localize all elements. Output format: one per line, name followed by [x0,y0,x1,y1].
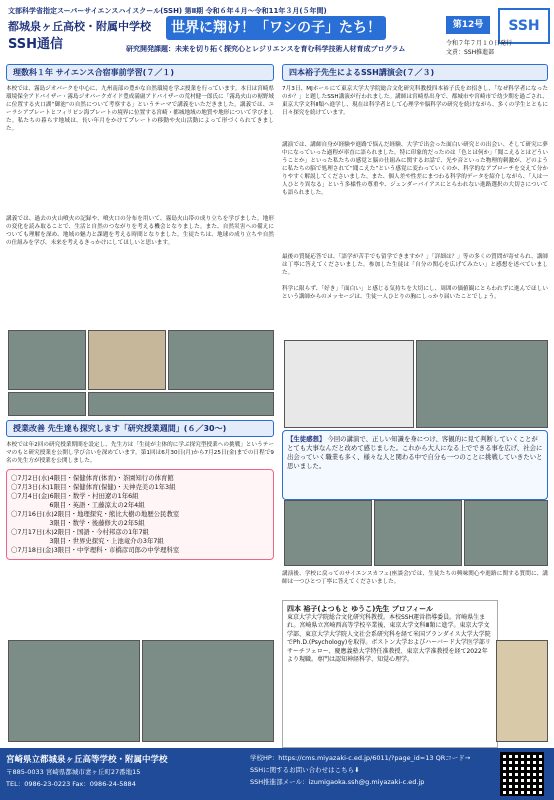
left-column [6,64,274,279]
ssh-logo: SSH [498,8,550,44]
schedule-item: 〇7月18日(金)3限目・中学理科・市橋彦司郎の中学理科室 [11,546,180,554]
slide-photo [284,340,414,428]
students-photo [8,392,86,416]
lecture-photo-2 [168,330,274,390]
footer-hp-link[interactable]: 学校HP：https://cms.miyazaki-c.ed.jp/6011/?page_id=13 QRコード→ [250,754,471,762]
issue-date: 令和７年７月１０日発行 [446,40,513,47]
footer-school: 宮崎県立都城泉ヶ丘高等学校・附属中学校 [6,755,168,765]
lesson-body: 本校では年2回の研究授業期間を設定し、先生方は「生徒が主体的に学ぶ探究型授業への挑戦」というテーマのもと研究授業を公開し学び合いを深めています。第1回は6月30日(月)から7月25日(金)までの日程で9名の先生方が授業を公開しました。 [6,442,274,464]
profile-box [282,600,498,748]
lecture-body-4: 科学に限らず、「好き」「面白い」と感じる気持ちを大切にし、周囲の価値観にとらわれずに進んでほしいという講師からのメッセージは、生徒一人ひとりの胸にしっかり届いたことでしょう。 [282,286,548,300]
author-credit: 文責：SSH推進部 [446,49,495,56]
after-lecture-text: 講演後、学校に戻ってのサイエンスカフェ(座談会)では、生徒たちの興味関心や進路に関する質問に、講師は一つひとつ丁寧に答えてくださいました。 [282,571,548,585]
profile-portrait [496,640,548,742]
schedule-item: 〇7月16日(水)2限目・地理探究・熊比大樹の地歴公民教室 [11,510,180,518]
qr-code-icon[interactable] [500,752,544,796]
camp-body-2: 講義では、過去の火山噴火の記録や、噴火口の分布を用いて、霧島火山帯の成り立ちを学びました。地形の変化を読み取ることで、生活と自然のつながりを考える機会となりました。また、自然災害への備えについても理解を深め、地域の魅力と課題を考える時間となりました。生徒たちは、地球の成り立ちや自然の仕組みを学び、未来を考えるきっかけにしてほしいと思います。 [6,216,274,246]
footer-email-link[interactable]: SSH推進部メール：izumigaoka.ssh@g.miyazaki-c.ed.jp [250,778,425,786]
lecture-body-3: 最後の質疑応答では、「語学が苦手でも留学できますか？」「詳細は？」等の多くの質問が寄せられ、講師は丁寧に答えてくださいました。参加した生徒は「自分の関心を広げてみたい」と感想を述べていました。 [282,254,548,276]
issue-number: 第12号 [446,16,490,34]
classroom-photo [88,392,274,416]
profile-title: 四本 裕子(よつもと ゆうこ)先生 プロフィール [287,605,434,613]
cafe-photo-2 [374,500,462,566]
header [6,6,548,58]
school-name: 都城泉ヶ丘高校・附属中学校 [8,20,151,33]
footer-tel: TEL：0986-23-0223 Fax：0986-24-5884 [6,780,136,788]
section-title-camp: 理数科１年 サイエンス合宿事前学習(７／１) [6,64,274,81]
classroom-photo-2 [8,640,140,742]
schedule-item: 3限目・世界史探究・上池竜介の3年7組 [11,537,164,545]
lecture-body: 7月3日、MJホールにて東京大学大学院総合文化研究科教授四本裕子氏をお招きし、「なぜ科学者になったのか？」と題したSSH講演が行われました。講師は宮崎県出身で、都城市や宮崎市で幼少期を過ごされ、東京大学文科Ⅱ類へ進学し、現在は科学者として心理学や脳科学の研究を続けながら、多くの学生とともに日々探究を続けています。 [282,86,548,116]
cafe-photo-3 [464,500,548,566]
footer-address: 〒885-0033 宮崎県都城市妻ヶ丘町27番地15 [6,768,141,776]
schedule-item: 6限目・英語・工藤涼太の2年4組 [11,501,145,509]
impression-box [282,430,548,500]
schedule-item: 〇7月4日(金)6限目・数学・村田遼の1年6組 [11,492,139,500]
newsletter-title: SSH通信 [8,37,64,52]
lesson-section [6,420,274,560]
speaker-photo [416,340,548,428]
cafe-photo-1 [284,500,372,566]
impression-title: 【生徒感想】 [287,435,326,443]
footer-contact: SSHに関するお問い合わせはこちら⬇ [250,766,360,774]
geologic-map-photo [88,330,166,390]
schedule-item: 〇7月3日(木)1限目・保健体育(保健)・天神売美の1年3組 [11,483,176,491]
schedule-item: 〇7月17日(木)2限目・国語・今村邦彦の1年7組 [11,528,150,536]
headline-banner: 世界に翔け！「ワシの子」たち！ [166,16,386,40]
schedule-item: 〇7月2日(水)4限目・保健体育(体育)・茶園知行の体育館 [11,474,174,482]
classroom-photo-3 [142,640,274,742]
footer [0,748,554,800]
impression-text: 今回の講演で、正しい知識を身につけ、客観的に見て判断していくことがとても大事なんだと改めて感じました。これから大人になる上でできる事を広げ、社会に出会っていく職業も多く、様々な人と関わる中で自分も一つのことに挑戦していきたいと思いました。 [287,435,543,470]
research-subtitle: 研究開発課題：未来を切り拓く探究心とレジリエンスを育む科学技術人材育成プログラム [126,45,406,53]
section-title-lecture: 四本裕子先生によるSSH講演会(７／３) [282,64,548,81]
lecture-photo-1 [8,330,86,390]
camp-body: 本校では、霧島ジオパークを中心に、九州南部の豊かな自然環境を学ぶ授業を行っています。本日は宮崎県環境保全アドバイザー・霧島ジオパークガイド豊成満庸アドバイザーの荒村健一郎氏に「霧島火山の裾野域に位置する火口湖“御池”の自然について考察する」というテーマで講義をいただきました。講義では、ユーラシアプレートとフィリピン海プレートの境界に位置する宮崎・都城地域の地質や地形について学びました。私たちの暮らす地域は、長い年月をかけてプレートの移動や火山活動によって形づくられてきました。 [6,86,274,132]
designation-line: 文部科学省指定スーパーサイエンスハイスクール(SSH) 第Ⅱ期 令和６年４月〜令和11年３月(５年間) [8,7,327,15]
right-column [282,64,548,309]
impression-section [282,430,548,500]
schedule-item: 3限目・数学・後藤修大の2年5組 [11,519,145,527]
profile-text: 東京大学大学院総合文化研究科教授。本校SSH運営指導委員。宮崎県生まれ。宮崎県立宮崎西高等学校卒業後、東京大学文科Ⅲ類に進学。東京大学文学部、東京大学大学院人文社会系研究科を経て米国ブランダイス大学大学院でPh.D.(Psychology)を取得。ボストン大学およびハーバード大学医学部リサーチフェロー、慶應義塾大学特任准教授、東京大学准教授を経て2022年より現職。専門は認知神経科学、知覚心理学。 [287,613,491,663]
lecture-body-2: 講演では、講師自身が経験や進路で悩んだ経験、大学で出会った面白い研究との出会い、そして研究に夢中になっていった過程が率直に語られました。特に印象的だったのは「色とは何か」「聞こえるとはどういうことか」といった私たちの感覚と脳の仕組みに関するお話で、光や音といった物理的刺激が、どのように私たちの脳で処理されて“聞こえた”という感覚に変わっていくのか、科学的なアプローチを交えて分かりやすく解説してくださいました。また、個人差や性差にまつわる科学的データを紹介しながら、「人は一人ひとり異なる」という多様性の尊重や、ジェンダーバイアスにとらわれない進路選択の大切さについても語られました。 [282,142,548,196]
section-title-lesson: 授業改善 先生達も探究します「研究授業週間」(６／30〜) [6,420,274,437]
schedule-box [6,469,274,560]
